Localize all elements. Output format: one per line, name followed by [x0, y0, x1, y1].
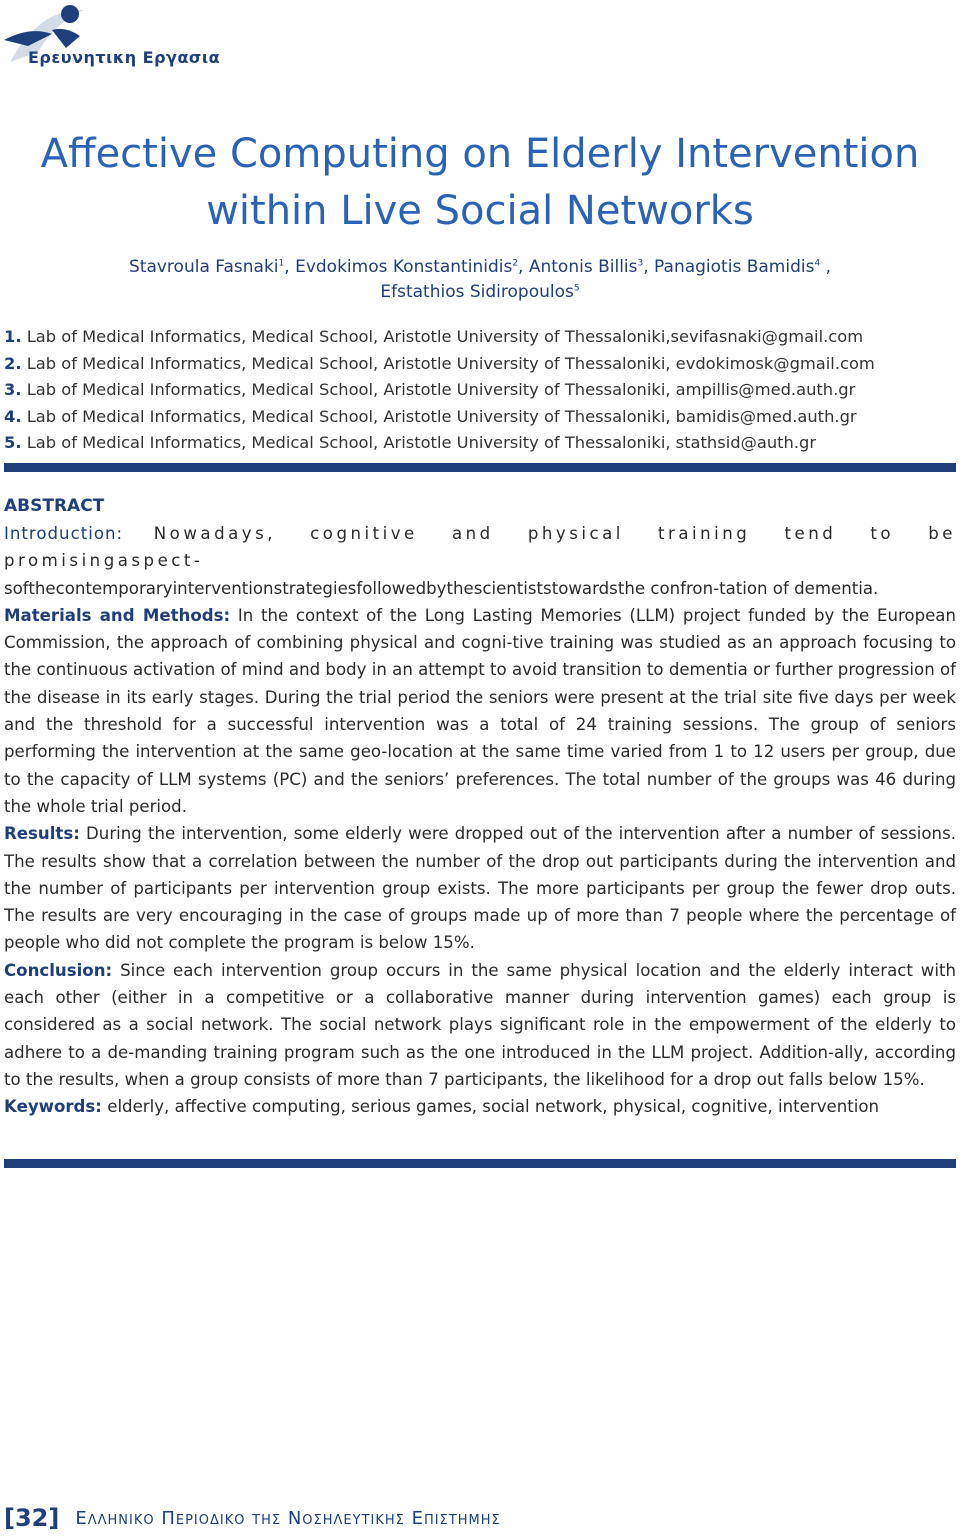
affiliation-item: [4, 324, 956, 351]
affiliation-item: [4, 377, 956, 404]
abstract-heading: ABSTRACT: [4, 496, 105, 516]
affiliation-list: [4, 324, 956, 457]
affiliation-item: [4, 430, 956, 457]
page-footer: [4, 1504, 501, 1532]
conclusion-text: Since each intervention group occurs in the same physical location and the elderly interact with each other (either in a competitive or a collaborative manner during intervention games) each group is considered as a social network. The social network plays significant role in the empowerment of the elderly to adhere to a de-manding training program such as the one introduced in the LLM project. Addition-ally, according to the results, when a group consists of more than 7 participants, the likelihood for a drop out falls below 15%.: [4, 960, 956, 1089]
methods-text: In the context of the Long Lasting Memories (LLM) project funded by the European Commission, the approach of combining physical and cogni-tive training was studied as an approach focusing to the continuous activation of mind and body in an attempt to avoid transition to dementia or further progression of the disease in its early stages. During the trial period the seniors were present at the trial site five days per week and the threshold for a successful intervention was a total of 24 training sessions. The group of seniors performing the intervention at the same geo-location at the same time varied from 1 to 12 users per group, due to the capacity of LLM systems (PC) and the seniors’ preferences. The total number of the groups was 46 during the whole trial period.: [4, 605, 956, 816]
author-superscript: 4: [814, 258, 821, 269]
affiliation-number: 2.: [4, 353, 22, 373]
author-superscript: 1: [278, 258, 285, 269]
author-name: Panagiotis Bamidis: [654, 257, 815, 277]
abstract-body: [4, 520, 956, 1121]
author-name: Evdokimos Konstantinidis: [295, 257, 513, 277]
page-number: [32]: [4, 1504, 60, 1532]
affiliation-number: 3.: [4, 380, 22, 399]
results-paragraph: [4, 820, 956, 956]
affiliation-text: Lab of Medical Informatics, Medical School, Aristotle University of Thessaloniki, bamidis@med.auth.gr: [26, 406, 857, 426]
results-label: Results:: [4, 824, 80, 844]
section-label: Ερευνητικη Εργασια: [28, 48, 221, 67]
affiliation-text: Lab of Medical Informatics, Medical School, Aristotle University of Thessaloniki, ampillis@med.auth.gr: [26, 380, 856, 399]
top-divider: [4, 463, 956, 472]
article-title: [0, 126, 960, 240]
author-superscript: 2: [512, 258, 519, 269]
keywords-paragraph: [4, 1093, 956, 1120]
affiliation-text: Lab of Medical Informatics, Medical School, Aristotle University of Thessaloniki,sevifasnaki@gmail.com: [26, 327, 864, 346]
conclusion-paragraph: [4, 957, 956, 1093]
affiliation-number: 4.: [4, 406, 22, 426]
introduction-text: Nowadays, cognitive and physical training tend to be promisingaspect-: [4, 524, 957, 571]
title-line-1: Affective Computing on Elderly Intervention: [40, 131, 920, 177]
introduction-text-continued: softhecontemporaryinterventionstrategiesfollowedbythescientiststowardsthe confron-tation of dementia.: [4, 578, 879, 598]
keywords-label: Keywords:: [4, 1097, 102, 1117]
methods-paragraph: [4, 602, 956, 820]
affiliation-item: [4, 351, 956, 378]
author-name: Efstathios Sidiropoulos: [380, 282, 574, 302]
affiliation-text: Lab of Medical Informatics, Medical School, Aristotle University of Thessaloniki, evdokimosk@gmail.com: [26, 353, 875, 373]
keywords-text: elderly, affective computing, serious games, social network, physical, cognitive, intervention: [107, 1097, 880, 1117]
author-name: Stavroula Fasnaki: [129, 257, 279, 277]
author-list: Stavroula Fasnaki$^1$, Evdokimos Konstantinidis$^2$, Antonis Billis$^3$, Panagiotis Bamidis$^4$ , Efstathios Sidiropoulos$^5$: [129, 257, 831, 302]
conclusion-label: Conclusion:: [4, 960, 113, 980]
bottom-divider: [4, 1159, 956, 1168]
affiliation-text: Lab of Medical Informatics, Medical School, Aristotle University of Thessaloniki, stathsid@auth.gr: [26, 433, 817, 452]
author-name: Antonis Billis: [528, 257, 638, 277]
author-superscript: 3: [637, 258, 644, 269]
introduction-paragraph: [4, 520, 956, 602]
affiliation-item: [4, 404, 956, 431]
results-text: During the intervention, some elderly were dropped out of the intervention after a number of sessions. The results show that a correlation between the number of the drop out participants during the intervention and the number of participants per intervention group exists. The more participants per group the fewer drop outs. The results are very encouraging in the case of groups made up of more than 7 people where the percentage of people who did not complete the program is below 15%.: [4, 824, 956, 953]
affiliation-number: 5.: [4, 433, 22, 452]
journal-logo-icon: [0, 0, 130, 80]
introduction-label: Introduction:: [4, 524, 124, 543]
journal-name: Ελληνικο Περιοδικο της Νοσηλευτικης Επιστημης: [75, 1507, 501, 1529]
affiliation-number: 1.: [4, 327, 22, 346]
methods-label: Materials and Methods:: [4, 605, 231, 625]
title-line-2: within Live Social Networks: [206, 188, 754, 234]
author-superscript: 5: [573, 283, 580, 294]
